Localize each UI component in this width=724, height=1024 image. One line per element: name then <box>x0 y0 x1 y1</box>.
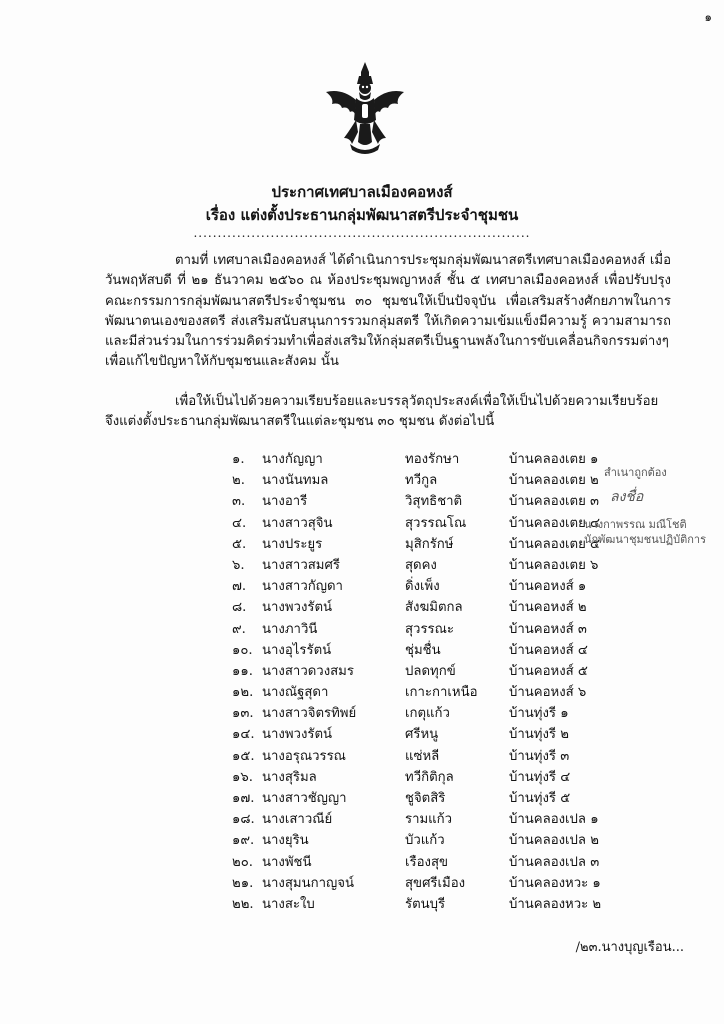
member-row <box>232 533 622 554</box>
member-surname: ชุ่มชื่น <box>405 642 441 658</box>
member-village: บ้านคลองเปล ๓ <box>509 854 600 870</box>
certified-copy-note: สำเนาถูกต้อง <box>604 466 667 479</box>
member-village: บ้านคอหงส์ ๑ <box>509 579 587 595</box>
member-number: ๑๑. <box>232 663 253 679</box>
member-surname: ศรีหนู <box>405 727 439 743</box>
member-number: ๒. <box>232 473 245 489</box>
member-village: บ้านทุ่งรี ๒ <box>509 727 569 743</box>
member-row <box>232 681 622 702</box>
member-row <box>232 618 622 639</box>
member-village: บ้านคอหงส์ ๕ <box>509 663 588 679</box>
member-surname: รามแก้ว <box>405 812 453 828</box>
member-village: บ้านคอหงส์ ๒ <box>509 600 587 616</box>
body-paragraph-2-text: เพื่อให้เป็นไปด้วยความเรียบร้อยและบรรลุวัตถุประสงค์เพื่อให้เป็นไปด้วยความเรียบร้อย จึงแต่งตั้งประธานกลุ่มพัฒนาสตรีในแต่ละชุมชน ๓๐ ชุมชน ดังต่อไปนี้ <box>105 394 659 430</box>
member-row <box>232 766 622 787</box>
announcement-title: ประกาศเทศบาลเมืองคอหงส์ <box>271 183 453 201</box>
member-name: นางณัฐสุดา <box>262 685 329 701</box>
member-village: บ้านทุ่งรี ๑ <box>509 706 569 722</box>
member-surname: บัวแก้ว <box>405 833 445 849</box>
member-village: บ้านคลองเตย ๒ <box>509 473 599 489</box>
member-surname: ปลดทุกข์ <box>405 663 456 679</box>
member-row <box>232 575 622 596</box>
member-village: บ้านคลองเปล ๑ <box>509 812 599 828</box>
member-row <box>232 512 622 533</box>
member-number: ๙. <box>232 621 246 637</box>
member-row <box>232 872 622 893</box>
member-surname: สุขศรีเมือง <box>405 875 466 891</box>
member-number: ๑๕. <box>232 748 255 764</box>
member-number: ๑๙. <box>232 833 255 849</box>
signer-position: นักพัฒนาชุมชนปฏิบัติการ <box>584 533 707 546</box>
member-surname: เกตุแก้ว <box>405 706 450 722</box>
member-name: นางภาวินี <box>262 621 318 637</box>
member-row <box>232 448 622 469</box>
member-number: ๖. <box>232 557 245 573</box>
member-number: ๒๐. <box>232 854 253 870</box>
member-surname: ทวีกูล <box>405 473 438 489</box>
member-surname: รัตนบุรี <box>405 896 446 912</box>
member-number: ๑๔. <box>232 727 255 743</box>
member-surname: สังฆมิตกล <box>405 600 463 616</box>
member-village: บ้านคลองเตย ๑ <box>509 452 599 467</box>
member-number: ๕. <box>232 536 247 552</box>
member-row <box>232 554 622 575</box>
member-number: ๑๘. <box>232 812 255 828</box>
member-name: นางสาวดวงสมร <box>262 663 354 679</box>
member-name: นางยุริน <box>262 833 309 849</box>
announcement-subject: เรื่อง แต่งตั้งประธานกลุ่มพัฒนาสตรีประจำชุมชน <box>205 206 519 224</box>
member-row <box>232 723 622 744</box>
member-row <box>232 596 622 617</box>
member-village: บ้านทุ่งรี ๔ <box>509 769 571 785</box>
corner-mark: ๑ <box>704 10 712 24</box>
member-row <box>232 702 622 723</box>
member-surname: วิสุทธิชาติ <box>405 494 463 510</box>
title-divider: ...................................................................... <box>193 226 531 240</box>
member-surname: สุวรรณโณ <box>405 515 467 531</box>
member-row <box>232 745 622 766</box>
member-number: ๑๖. <box>232 769 253 785</box>
member-number: ๗. <box>232 579 247 595</box>
member-name: นางพวงรัตน์ <box>262 600 333 616</box>
member-village: บ้านคลองเปล ๒ <box>509 833 599 849</box>
member-surname: แซ่หลี <box>405 748 440 764</box>
body-paragraph-2 <box>105 392 671 433</box>
member-number: ๑๒. <box>232 685 254 701</box>
member-village: บ้านคลองเตย ๖ <box>509 557 599 573</box>
member-village: บ้านคอหงส์ ๔ <box>509 642 588 658</box>
member-row <box>232 851 622 872</box>
member-name: นางสาวสุจิน <box>262 515 333 531</box>
member-name: นางอรุณวรรณ <box>262 748 346 764</box>
member-number: ๘. <box>232 600 247 616</box>
member-name: นางอารี <box>262 494 308 510</box>
member-surname: ทวีกิติกุล <box>405 769 454 785</box>
member-name: นางสาวสมศรี <box>262 557 340 573</box>
member-surname: สุดคง <box>405 557 437 573</box>
member-name: นางพวงรัตน์ <box>262 727 333 743</box>
member-row <box>232 660 622 681</box>
member-surname: สุวรรณะ <box>405 621 454 637</box>
member-name: นางประยูร <box>262 536 323 552</box>
member-name: นางพัชนี <box>262 854 312 870</box>
member-surname: ดิ่งเพ็ง <box>405 579 440 595</box>
member-village: บ้านคลองหวะ ๒ <box>509 896 602 912</box>
member-row <box>232 829 622 850</box>
member-name: นางสาวกัญดา <box>262 579 343 595</box>
member-row <box>232 787 622 808</box>
member-row <box>232 893 622 914</box>
member-surname: มุสิกรักษ์ <box>405 536 454 552</box>
member-name: นางอุไรรัตน์ <box>262 642 332 658</box>
member-number: ๑๓. <box>232 706 254 722</box>
member-number: ๓. <box>232 494 246 510</box>
member-surname: ทองรักษา <box>405 452 460 467</box>
member-row <box>232 639 622 660</box>
member-surname: เรืองสุข <box>405 854 449 870</box>
member-name: นางกัญญา <box>262 452 323 467</box>
member-row <box>232 808 622 829</box>
member-number: ๒๑. <box>232 875 254 891</box>
member-row <box>232 469 622 490</box>
member-name: นางเสาวณีย์ <box>262 812 333 828</box>
garuda-emblem-icon <box>320 58 410 158</box>
member-village: บ้านคลองเตย ๕ <box>509 536 601 552</box>
member-name: นางนันทมล <box>262 473 329 489</box>
member-surname: เกาะกาเหนือ <box>405 685 478 701</box>
member-row <box>232 490 622 511</box>
member-village: บ้านคลองเตย ๔ <box>509 515 601 531</box>
member-village: บ้านทุ่งรี ๕ <box>509 791 571 806</box>
signature-label: ลงชื่อ <box>610 489 644 505</box>
member-name: นางสาวจิตรทิพย์ <box>262 706 357 722</box>
member-village: บ้านคลองเตย ๓ <box>509 494 600 510</box>
body-paragraph-1 <box>105 251 671 373</box>
member-number: ๔. <box>232 515 247 531</box>
member-village: บ้านคอหงส์ ๖ <box>509 685 587 701</box>
member-number: ๑. <box>232 452 245 467</box>
member-name: นางสุมนกาญจน์ <box>262 875 354 891</box>
member-village: บ้านทุ่งรี ๓ <box>509 748 570 764</box>
member-surname: ชูจิตสิริ <box>405 791 446 806</box>
member-name: นางสาวชัญญา <box>262 791 347 806</box>
member-number: ๑๐. <box>232 642 253 658</box>
member-number: ๑๗. <box>232 791 255 806</box>
body-paragraph-1-text: ตามที่ เทศบาลเมืองคอหงส์ ได้ดำเนินการประชุมกลุ่มพัฒนาสตรีเทศบาลเมืองคอหงส์ เมื่อวันพฤหัสบดี ที่ ๒๑ ธันวาคม ๒๕๖๐ ณ ห้องประชุมพญาหงส์ ชั้น ๕ เทศบาลเมืองคอหงส์ เพื่อปรับปรุงคณะกรรมการกลุ่มพัฒนาสตรีประจำชุมชน ๓๐ ชุมชนให้เป็นปัจจุบัน เพื่อเสริมสร้างศักยภาพในการพัฒนาตนเองของสตรี ส่งเสริมสนับสนุนการรวมกลุ่มสตรี ให้เกิดความเข้มแข็งมีความรู้ ความสามารถและมีส่วนร่วมในการร่วมคิดร่วมทำเพื่อส่งเสริมให้กลุ่มสตรีเป็นฐานพลังในการขับเคลื่อนกิจกรรมต่างๆเพื่อแก้ไขปัญหาให้กับชุมชนและสังคม นั้น <box>105 253 671 370</box>
member-number: ๒๒. <box>232 896 254 912</box>
continuation-note: /๒๓.นางบุญเรือน... <box>575 940 684 955</box>
member-name: นางสะใบ <box>262 896 315 912</box>
member-village: บ้านคอหงส์ ๓ <box>509 621 587 637</box>
signer-name: นางกาพรรณ มณีโชติ <box>584 518 687 531</box>
member-village: บ้านคลองหวะ ๑ <box>509 875 601 891</box>
member-name: นางสุริมล <box>262 769 317 785</box>
member-list <box>232 448 622 914</box>
